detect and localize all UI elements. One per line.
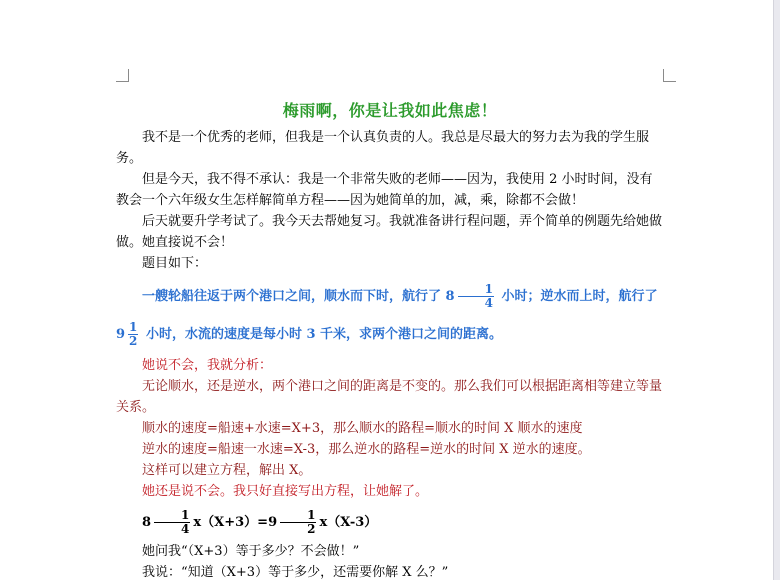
fraction-2 <box>128 321 138 348</box>
vertical-scrollbar[interactable] <box>773 0 780 580</box>
equation-fraction-1-denominator: 4 <box>181 522 190 536</box>
analysis-3: 顺水的速度=船速+水速=X+3，那么顺水的路程=顺水的时间 X 顺水的速度 <box>142 421 583 436</box>
equation-line <box>116 505 664 541</box>
paragraph-1: 我不是一个优秀的老师，但我是一个认真负责的人。我总是尽最大的努力去为我的学生服务。 <box>116 130 650 166</box>
dialog-section <box>116 541 664 583</box>
analysis-4: 逆水的速度=船速一水速=X-3，那么逆水的路程=逆水的时间 X 逆水的速度。 <box>142 442 591 457</box>
dialog-1: 她问我“（X+3）等于多少？不会做！” <box>142 544 360 559</box>
analysis-1: 她说不会，我就分析： <box>142 358 273 373</box>
margin-corner-top-left <box>116 69 129 82</box>
fraction-1-numerator: 1 <box>458 283 494 297</box>
problem-part-3: 小时，水流的速度是每小时 3 千米，求两个港口之间的距离。 <box>145 327 503 342</box>
analysis-2: 无论顺水，还是逆水，两个港口之间的距离是不变的。那么我们可以根据距离相等建立等量关系。 <box>116 379 663 415</box>
equation-fraction-1-numerator: 1 <box>154 509 190 523</box>
problem-part-2: 小时；逆水而上时，航行了 <box>501 289 658 304</box>
fraction-2-denominator: 2 <box>129 334 138 348</box>
equation-end: x（X-3） <box>319 515 378 530</box>
fraction-2-numerator: 1 <box>129 320 138 334</box>
problem-part-1: 一艘轮船往返于两个港口之间，顺水而下时，航行了 <box>142 289 442 304</box>
analysis-section <box>116 355 664 502</box>
problem-whole-1: 8 <box>445 289 455 304</box>
problem-whole-2: 9 <box>116 327 126 342</box>
equation-fraction-2-numerator: 1 <box>280 509 316 523</box>
equation-whole-1: 8 <box>142 515 152 530</box>
dialog-2: 我说：“知道（X+3）等于多少，还需要你解 X 么？” <box>142 565 449 580</box>
paragraph-3: 后天就要升学考试了。我今天去帮她复习。我就准备讲行程问题，弄个简单的例题先给她做做。她直接说不会！ <box>116 214 663 250</box>
fraction-1 <box>458 283 494 310</box>
problem-statement <box>116 278 664 354</box>
analysis-6: 她还是说不会。我只好直接写出方程，让她解了。 <box>142 484 429 499</box>
body-intro <box>116 127 664 274</box>
margin-corner-top-right <box>663 69 676 82</box>
paragraph-4: 题目如下： <box>142 256 208 271</box>
equation-fraction-2-denominator: 2 <box>307 522 316 536</box>
equation-middle: x（X+3）=9 <box>193 515 278 530</box>
equation-fraction-2 <box>280 509 316 536</box>
paragraph-2: 但是今天，我不得不承认：我是一个非常失败的老师——因为，我使用 2 小时时间，没有教会一个六年级女生怎样解简单方程——因为她简单的加，减，乘，除都不会做！ <box>116 172 653 208</box>
analysis-5: 这样可以建立方程，解出 X。 <box>142 463 312 478</box>
document-title: 梅雨啊，你是让我如此焦虑！ <box>282 101 498 120</box>
equation-fraction-1 <box>154 509 190 536</box>
fraction-1-denominator: 4 <box>484 296 493 310</box>
